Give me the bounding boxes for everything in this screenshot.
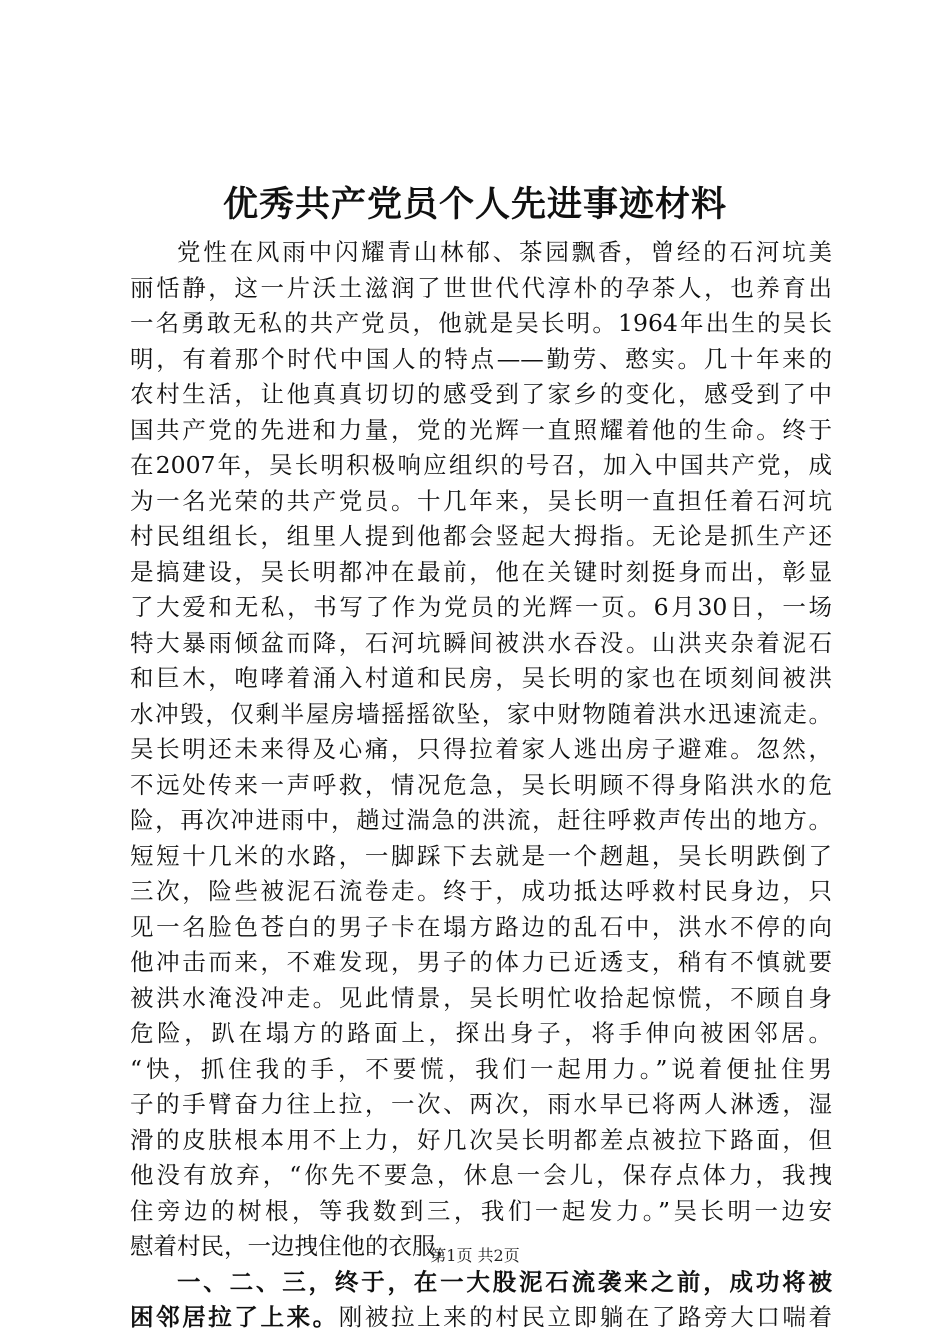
- text-line: 国共产党的先进和力量，党的光辉一直照耀着他的生命。终于: [130, 415, 832, 444]
- text-line: 危险，趴在塌方的路面上，探出身子，将手伸向被困邻居。: [130, 1019, 832, 1047]
- text-line: “快，抓住我的手，不要慌，我们一起用力。”说着便扯住男: [130, 1054, 832, 1083]
- text-line: 吴长明还未来得及心痛，只得拉着家人逃出房子避难。忽然，: [130, 735, 832, 763]
- text-line: 住旁边的树根，等我数到三，我们一起发力。”吴长明一边安: [130, 1196, 832, 1225]
- text-line: 水冲毁，仅剩半屋房墙摇摇欲坠，家中财物随着洪水迅速流走。: [130, 699, 832, 728]
- text-line: 和巨木，咆哮着涌入村道和民房，吴长明的家也在顷刻间被洪: [130, 664, 832, 692]
- document-title: 优秀共产党员个人先进事迹材料: [222, 184, 727, 225]
- text-line: 村民组组长，组里人提到他都会竖起大拇指。无论是抓生产还: [130, 522, 832, 550]
- text-line: 特大暴雨倾盆而降，石河坑瞬间被洪水吞没。山洪夹杂着泥石: [130, 628, 832, 657]
- text-line: 在2007年，吴长明积极响应组织的号召，加入中国共产党，成: [130, 451, 832, 479]
- regular-phrase: 刚被拉上来的村民立即躺在了路旁大口喘着: [338, 1303, 833, 1331]
- page-number-footer: 第1页 共2页: [430, 1246, 520, 1265]
- text-line: 子的手臂奋力往上拉，一次、两次，雨水早已将两人淋透，湿: [130, 1090, 832, 1118]
- text-line: 被洪水淹没冲走。见此情景，吴长明忙收拾起惊慌，不顾自身: [130, 983, 832, 1012]
- text-line: 他没有放弃，“你先不要急，休息一会儿，保存点体力，我拽: [130, 1161, 832, 1189]
- document-body: [130, 235, 832, 1336]
- bold-phrase: 困邻居拉了上来。: [130, 1303, 339, 1331]
- text-line: 险，再次冲进雨中，趟过湍急的洪流，赶往呼救声传出的地方。: [130, 806, 832, 834]
- text-line: 慰着村民，一边拽住他的衣服，: [130, 1232, 459, 1260]
- text-line: 农村生活，让他真真切切的感受到了家乡的变化，感受到了中: [130, 380, 832, 408]
- mixed-paragraph-line: [130, 1300, 832, 1336]
- text-line: 丽恬静，这一片沃土滋润了世世代代淳朴的孕茶人，也养育出: [130, 273, 832, 302]
- text-line: 为一名光荣的共产党员。十几年来，吴长明一直担任着石河坑: [130, 486, 832, 515]
- text-line: 了大爱和无私，书写了作为党员的光辉一页。6月30日，一场: [130, 593, 832, 621]
- text-line: 三次，险些被泥石流卷走。终于，成功抵达呼救村民身边，只: [130, 877, 832, 905]
- text-line: 见一名脸色苍白的男子卡在塌方路边的乱石中，洪水不停的向: [130, 912, 832, 941]
- text-line: 短短十几米的水路，一脚踩下去就是一个趔趄，吴长明跌倒了: [130, 841, 832, 870]
- bold-paragraph-line: 一、二、三，终于，在一大股泥石流袭来之前，成功将被: [177, 1267, 832, 1296]
- text-line: 一名勇敢无私的共产党员，他就是吴长明。1964年出生的吴长: [130, 309, 832, 337]
- text-line: 滑的皮肤根本用不上力，好几次吴长明都差点被拉下路面，但: [130, 1125, 832, 1154]
- text-line: 他冲击而来，不难发现，男子的体力已近透支，稍有不慎就要: [130, 948, 832, 976]
- text-line: 是搞建设，吴长明都冲在最前，他在关键时刻挺身而出，彰显: [130, 557, 832, 586]
- text-line: 明，有着那个时代中国人的特点——勤劳、憨实。几十年来的: [130, 344, 832, 373]
- text-line: 不远处传来一声呼救，情况危急，吴长明顾不得身陷洪水的危: [130, 770, 832, 799]
- text-line: 党性在风雨中闪耀青山林郁、茶园飘香，曾经的石河坑美: [177, 238, 832, 266]
